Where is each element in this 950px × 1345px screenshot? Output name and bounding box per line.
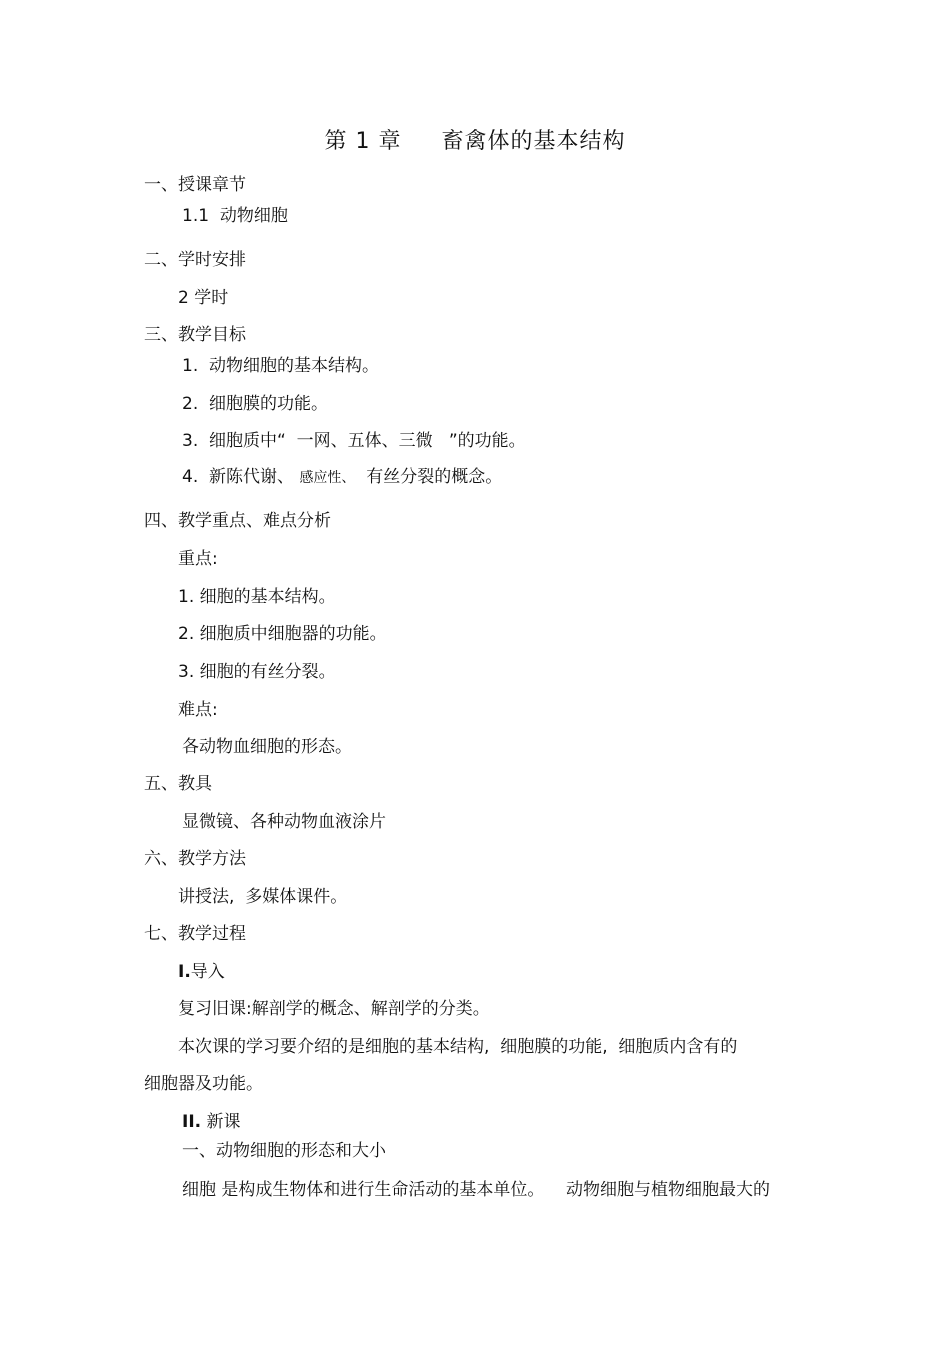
teaching-methods: 讲授法, 多媒体课件。 bbox=[178, 887, 348, 907]
objective-item-4-part-a: 4. 新陈代谢、 bbox=[182, 467, 300, 487]
section-heading-2: 二、学时安排 bbox=[144, 250, 246, 270]
part-1-heading bbox=[178, 961, 225, 983]
intro-paragraph-line-2: 细胞器及功能。 bbox=[144, 1074, 263, 1094]
teaching-aids: 显微镜、各种动物血液涂片 bbox=[182, 812, 386, 832]
page-title: 第 1 章 畜禽体的基本结构 bbox=[324, 129, 626, 154]
intro-paragraph-line-1: 本次课的学习要介绍的是细胞的基本结构, 细胞膜的功能, 细胞质内含有的 bbox=[178, 1037, 738, 1057]
section-heading-1: 一、授课章节 bbox=[144, 175, 246, 195]
key-points-label: 重点: bbox=[178, 549, 218, 569]
objective-item-1: 1. 动物细胞的基本结构。 bbox=[182, 356, 380, 376]
section-heading-4: 四、教学重点、难点分析 bbox=[144, 511, 331, 531]
part-2-heading bbox=[182, 1111, 241, 1133]
part-2-number: II. bbox=[182, 1112, 202, 1132]
body-paragraph-line: 细胞 是构成生物体和进行生命活动的基本单位。 动物细胞与植物细胞最大的 bbox=[182, 1180, 771, 1200]
section-2-item: 2 学时 bbox=[178, 288, 229, 308]
section-heading-3: 三、教学目标 bbox=[144, 325, 246, 345]
difficult-points-label: 难点: bbox=[178, 700, 218, 720]
key-point-2: 2. 细胞质中细胞器的功能。 bbox=[178, 624, 387, 644]
objective-item-3: 3. 细胞质中“ 一网、五体、三微 ”的功能。 bbox=[182, 431, 526, 451]
objective-item-2: 2. 细胞膜的功能。 bbox=[182, 394, 329, 414]
section-heading-5: 五、教具 bbox=[144, 774, 212, 794]
key-point-3: 3. 细胞的有丝分裂。 bbox=[178, 662, 336, 682]
subsection-heading: 一、动物细胞的形态和大小 bbox=[182, 1141, 386, 1161]
section-heading-6: 六、教学方法 bbox=[144, 849, 246, 869]
objective-item-4-part-c: 有丝分裂的概念。 bbox=[355, 467, 503, 487]
objective-item-4-part-b: 感应性、 bbox=[299, 470, 356, 486]
objective-item-4 bbox=[182, 466, 502, 489]
review-line: 复习旧课:解剖学的概念、解剖学的分类。 bbox=[178, 999, 490, 1019]
part-2-label: 新课 bbox=[201, 1112, 241, 1132]
key-point-1: 1. 细胞的基本结构。 bbox=[178, 587, 336, 607]
part-1-label: 导入 bbox=[190, 962, 225, 982]
difficult-point: 各动物血细胞的形态。 bbox=[182, 737, 352, 757]
section-1-item: 1.1 动物细胞 bbox=[182, 206, 288, 226]
part-1-number: Ⅰ. bbox=[178, 962, 191, 982]
section-heading-7: 七、教学过程 bbox=[144, 924, 246, 944]
